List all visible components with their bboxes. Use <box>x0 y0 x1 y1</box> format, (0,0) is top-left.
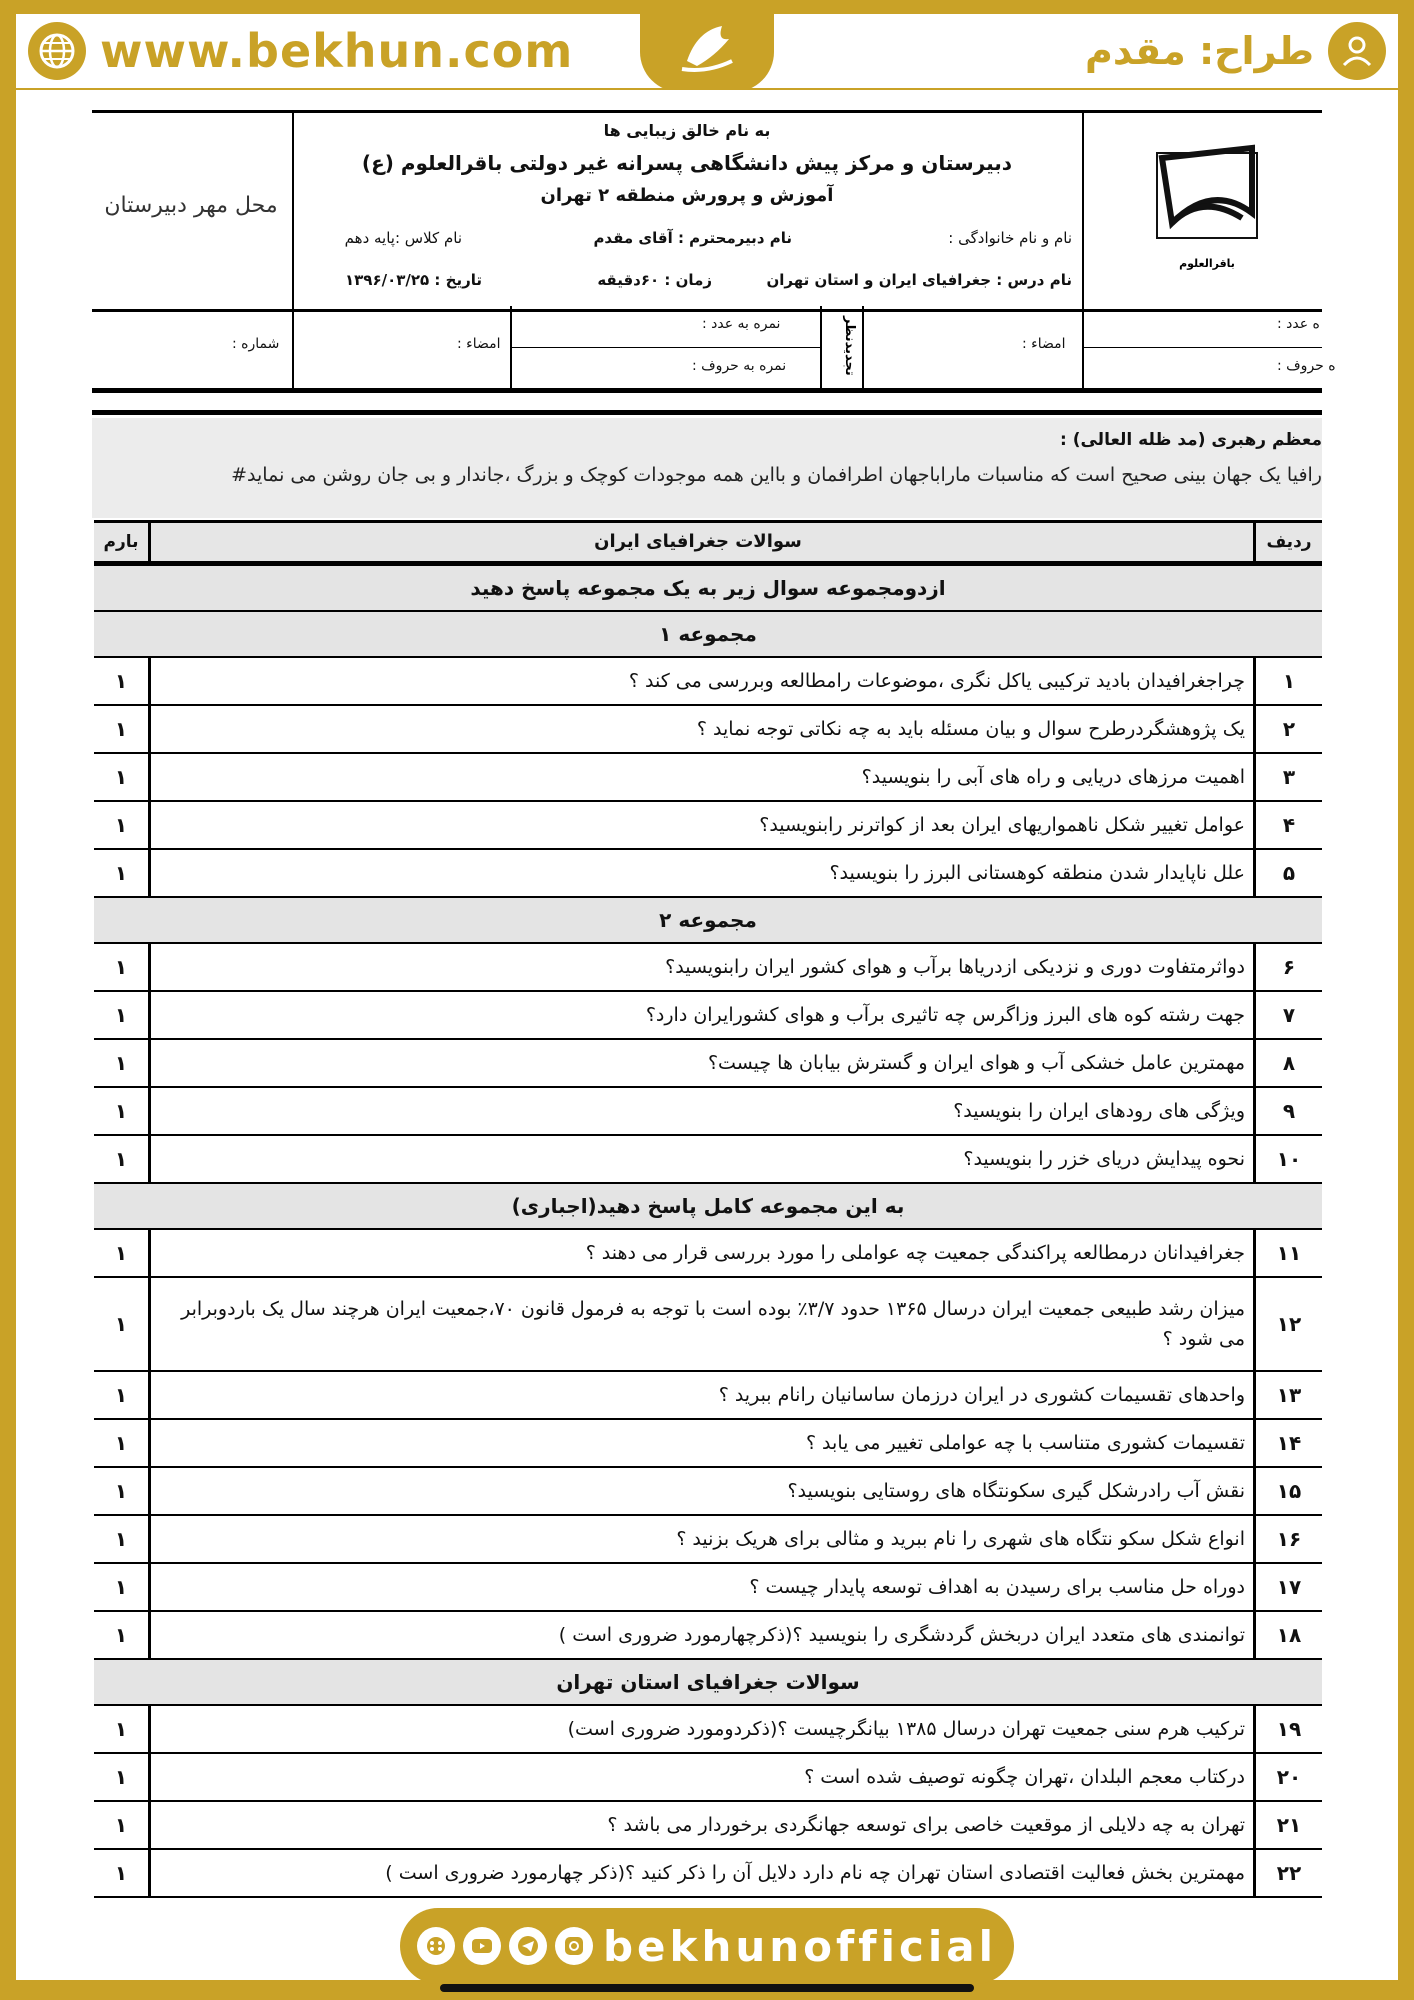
instagram-icon[interactable] <box>555 1927 593 1965</box>
stamp-area: محل مهر دبیرستان <box>104 193 278 218</box>
question-score: ۱ <box>94 850 151 896</box>
question-number: ۷ <box>1253 992 1322 1038</box>
section-title: ازدومجموعه سوال زیر به یک مجموعه پاسخ دهید <box>470 576 946 600</box>
section-header <box>94 1184 1322 1230</box>
teacher-name: نام دبیرمحترم : آقای مقدم <box>593 229 792 247</box>
designer-badge <box>1085 20 1386 82</box>
user-icon <box>1328 22 1386 80</box>
exam-time: زمان : ۶۰دقیقه <box>597 271 712 289</box>
question-row <box>94 1136 1322 1184</box>
question-number: ۲۲ <box>1253 1850 1322 1896</box>
question-row <box>94 1278 1322 1372</box>
question-number: ۸ <box>1253 1040 1322 1086</box>
logo-caption: باقرالعلوم <box>1179 257 1235 270</box>
question-score: ۱ <box>94 1040 151 1086</box>
question-text: انواع شکل سکو نتگاه های شهری را نام ببرید و مثالی برای هریک بزنید ؟ <box>676 1527 1245 1550</box>
grade-box <box>92 306 1336 393</box>
question-text: دوراه حل مناسب برای رسیدن به اهداف توسعه پایدار چیست ؟ <box>749 1575 1245 1598</box>
question-text: یک پژوهشگردرطرح سوال و بیان مسئله باید به چه نکاتی توجه نماید ؟ <box>696 717 1245 740</box>
question-row <box>94 1420 1322 1468</box>
question-score: ۱ <box>94 802 151 848</box>
question-row <box>94 802 1322 850</box>
question-number: ۱۶ <box>1253 1516 1322 1562</box>
question-score: ۱ <box>94 1278 151 1370</box>
social-handle[interactable]: bekhunofficial <box>602 1921 997 1971</box>
quote-text: رافیا یک جهان بینی صحیح است که مناسبات ماراباجهان اطرافمان و بااین همه موجودات کوچک و بزرگ ،جاندار و بی جان روشن می نماید# <box>231 464 1322 486</box>
question-text: مهمترین عامل خشکی آب و هوای ایران و گسترش بیابان ها چیست؟ <box>707 1051 1245 1074</box>
question-number: ۲۰ <box>1253 1754 1322 1800</box>
question-row <box>94 1564 1322 1612</box>
question-score: ۱ <box>94 1754 151 1800</box>
question-score: ۱ <box>94 1088 151 1134</box>
question-score: ۱ <box>94 1136 151 1182</box>
section-title: سوالات جغرافیای استان تهران <box>556 1670 860 1694</box>
table-header <box>94 520 1322 566</box>
class-name: نام کلاس :پایه دهم <box>344 229 462 247</box>
number-field[interactable]: شماره : <box>232 336 280 352</box>
school-name: دبیرستان و مرکز پیش دانشگاهی پسرانه غیر دولتی باقرالعلوم (ع) <box>361 151 1013 175</box>
question-score: ۱ <box>94 1802 151 1848</box>
question-row <box>94 1516 1322 1564</box>
question-row <box>94 1468 1322 1516</box>
question-text: تقسیمات کشوری متناسب با چه عواملی تغییر می یابد ؟ <box>805 1431 1245 1454</box>
aparat-icon[interactable] <box>417 1927 455 1965</box>
question-text: میزان رشد طبیعی جمعیت ایران درسال ۱۳۶۵ حدود ۳/۷٪ بوده است با توجه به فرمول قانون ۷۰،جمعیت ایران هرچند سال یک باردوبرابر می شود ؟ <box>181 1297 1245 1350</box>
website-url[interactable]: www.bekhun.com <box>100 24 574 78</box>
question-number: ۱۹ <box>1253 1706 1322 1752</box>
signature-a[interactable]: امضاء : <box>1022 336 1066 352</box>
question-score: ۱ <box>94 1468 151 1514</box>
question-row <box>94 1754 1322 1802</box>
question-score: ۱ <box>94 1564 151 1610</box>
question-number: ۱۴ <box>1253 1420 1322 1466</box>
question-score: ۱ <box>94 1850 151 1896</box>
leader-quote <box>92 418 1322 518</box>
exam-header <box>92 110 1322 312</box>
brand-logo <box>640 0 774 92</box>
question-number: ۲۱ <box>1253 1802 1322 1848</box>
question-number: ۱۰ <box>1253 1136 1322 1182</box>
question-score: ۱ <box>94 658 151 704</box>
question-score: ۱ <box>94 754 151 800</box>
question-text: جهت رشته کوه های البرز وزاگرس چه تاثیری برآب و هوای کشورایران دارد؟ <box>645 1003 1245 1026</box>
question-number: ۱ <box>1253 658 1322 704</box>
score-digits-b[interactable]: نمره به عدد : <box>702 316 781 332</box>
question-number: ۹ <box>1253 1088 1322 1134</box>
course-name: نام درس : جغرافیای ایران و استان تهران <box>766 271 1072 289</box>
question-score: ۱ <box>94 1420 151 1466</box>
question-text: دواثرمتفاوت دوری و نزدیکی ازدریاها برآب و هوای کشور ایران رابنویسید؟ <box>665 955 1245 978</box>
question-text: علل ناپایدار شدن منطقه کوهستانی البرز را بنویسید؟ <box>829 861 1245 884</box>
question-text: اهمیت مرزهای دریایی و راه های آبی را بنویسید؟ <box>861 765 1245 788</box>
section-header <box>94 612 1322 658</box>
question-row <box>94 944 1322 992</box>
question-number: ۶ <box>1253 944 1322 990</box>
question-row <box>94 1040 1322 1088</box>
question-row <box>94 1802 1322 1850</box>
youtube-icon[interactable] <box>463 1927 501 1965</box>
designer-name: طراح: مقدم <box>1085 29 1314 73</box>
globe-icon <box>28 22 86 80</box>
pill-shadow <box>440 1984 974 1992</box>
question-text: جغرافیدانان درمطالعه پراکندگی جمعیت چه عواملی را مورد بررسی قرار می دهند ؟ <box>585 1241 1245 1264</box>
col-num-header: ردیف <box>1253 523 1322 561</box>
section-header <box>94 566 1322 612</box>
question-number: ۱۸ <box>1253 1612 1322 1658</box>
section-title: به این مجموعه کامل پاسخ دهید(اجباری) <box>511 1194 905 1218</box>
question-number: ۱۳ <box>1253 1372 1322 1418</box>
exam-sheet <box>92 110 1336 1900</box>
col-question-header: سوالات جغرافیای ایران <box>594 530 802 552</box>
question-text: واحدهای تقسیمات کشوری در ایران درزمان ساسانیان رانام ببرید ؟ <box>718 1383 1245 1406</box>
district-name: آموزش و پرورش منطقه ۲ تهران <box>540 185 834 206</box>
question-score: ۱ <box>94 1372 151 1418</box>
question-number: ۲ <box>1253 706 1322 752</box>
question-score: ۱ <box>94 1516 151 1562</box>
question-number: ۱۱ <box>1253 1230 1322 1276</box>
question-row <box>94 1612 1322 1660</box>
website-link[interactable] <box>28 20 573 82</box>
student-name-field[interactable]: نام و نام خانوادگی : <box>948 229 1072 247</box>
divider <box>92 410 1322 415</box>
question-score: ۱ <box>94 944 151 990</box>
signature-b[interactable]: امضاء : <box>457 336 501 352</box>
question-text: تهران به چه دلایلی از موقعیت خاصی برای توسعه جهانگردی برخوردار می باشد ؟ <box>607 1813 1245 1836</box>
question-text: نقش آب رادرشکل گیری سکونتگاه های روستایی بنویسید؟ <box>787 1479 1245 1502</box>
question-text: مهمترین بخش فعالیت اقتصادی استان تهران چه نام دارد دلایل آن را ذکر کنید ؟(ذکر چهارمورد ضروری است ) <box>385 1861 1245 1884</box>
question-row <box>94 706 1322 754</box>
question-text: عوامل تغییر شکل ناهمواریهای ایران بعد از کواترنر رابنویسید؟ <box>759 813 1245 836</box>
question-score: ۱ <box>94 706 151 752</box>
telegram-icon[interactable] <box>509 1927 547 1965</box>
question-number: ۱۵ <box>1253 1468 1322 1514</box>
question-row <box>94 1230 1322 1278</box>
basmala: به نام خالق زیبایی ها <box>603 121 771 140</box>
questions-table <box>94 520 1322 1898</box>
score-words-b[interactable]: نمره به حروف : <box>692 358 787 374</box>
question-text: ویژگی های رودهای ایران را بنویسید؟ <box>953 1099 1245 1122</box>
question-score: ۱ <box>94 992 151 1038</box>
question-number: ۳ <box>1253 754 1322 800</box>
quote-title: معظم رهبری (مد ظله العالی) : <box>1060 430 1322 450</box>
col-score-header: بارم <box>94 523 151 561</box>
question-row <box>94 658 1322 706</box>
question-text: ترکیب هرم سنی جمعیت تهران درسال ۱۳۸۵ بیانگرچیست ؟(ذکردومورد ضروری است) <box>567 1717 1245 1740</box>
question-number: ۱۷ <box>1253 1564 1322 1610</box>
section-header <box>94 898 1322 944</box>
revision-label: تجدیدنظر <box>842 316 857 376</box>
section-header <box>94 1660 1322 1706</box>
question-number: ۵ <box>1253 850 1322 896</box>
question-row <box>94 1372 1322 1420</box>
exam-date: تاریخ : ۱۳۹۶/۰۳/۲۵ <box>345 271 482 289</box>
score-digits-a[interactable]: ه عدد : <box>1277 316 1320 332</box>
section-title: مجموعه ۲ <box>659 908 757 932</box>
question-row <box>94 754 1322 802</box>
question-text: درکتاب معجم البلدان ،تهران چگونه توصیف شده است ؟ <box>804 1765 1245 1788</box>
social-bar[interactable] <box>400 1908 1014 1984</box>
score-words-a[interactable]: ه حروف : <box>1277 358 1336 374</box>
question-text: توانمندی های متعدد ایران دربخش گردشگری را بنویسید ؟(ذکرچهارمورد ضروری است ) <box>558 1623 1245 1646</box>
question-row <box>94 850 1322 898</box>
school-logo <box>1142 143 1272 283</box>
question-row <box>94 1706 1322 1754</box>
question-row <box>94 992 1322 1040</box>
section-title: مجموعه ۱ <box>659 622 757 646</box>
question-score: ۱ <box>94 1612 151 1658</box>
question-score: ۱ <box>94 1230 151 1276</box>
question-text: چراجغرافیدان بادید ترکیبی یاکل نگری ،موضوعات رامطالعه وبررسی می کند ؟ <box>628 669 1245 692</box>
question-row <box>94 1850 1322 1898</box>
question-row <box>94 1088 1322 1136</box>
question-score: ۱ <box>94 1706 151 1752</box>
question-number: ۱۲ <box>1253 1278 1322 1370</box>
question-text: نحوه پیدایش دریای خزر را بنویسید؟ <box>963 1147 1245 1170</box>
question-number: ۴ <box>1253 802 1322 848</box>
